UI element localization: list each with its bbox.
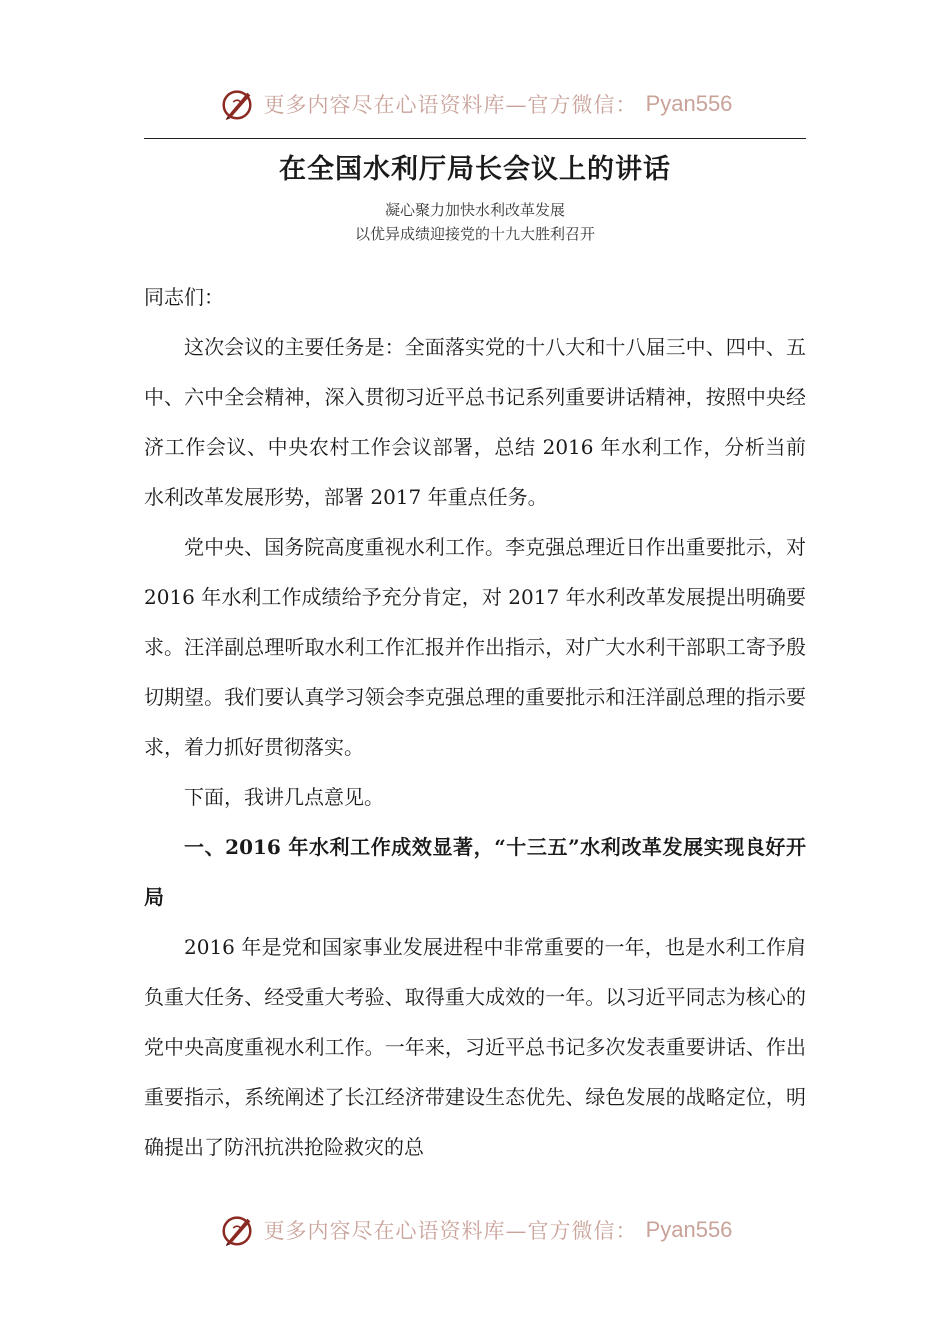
body-paragraph-4: 2016 年是党和国家事业发展进程中非常重要的一年，也是水利工作肩负重大任务、经受重大考验、取得重大成效的一年。以习近平同志为核心的党中央高度重视水利工作。一年来，习近平总书记多次发表重要讲话、作出重要指示，系统阐述了长江经济带建设生态优先、绿色发展的战略定位，明确提出了防汛抗洪抢险救灾的总 <box>144 935 806 1159</box>
header-banner <box>0 82 950 126</box>
header-banner-handle: Pyan556 <box>645 91 733 116</box>
salutation: 同志们： <box>144 285 224 309</box>
section-heading-1: 一、2016 年水利工作成效显著，“十三五”水利改革发展实现良好开局 <box>144 835 806 909</box>
document-subtitle-2: 以优异成绩迎接党的十九大胜利召开 <box>354 225 595 243</box>
header-banner-text: 更多内容尽在心语资料库—官方微信： <box>263 93 638 117</box>
header-rule <box>144 138 806 139</box>
pen-logo-icon <box>218 85 256 123</box>
document-body <box>144 272 806 1172</box>
body-paragraph-3: 下面，我讲几点意见。 <box>184 785 384 809</box>
footer-banner-handle: Pyan556 <box>645 1217 733 1242</box>
footer-banner-text: 更多内容尽在心语资料库—官方微信： <box>263 1219 638 1243</box>
document-subtitle-1: 凝心聚力加快水利改革发展 <box>384 201 565 219</box>
footer-banner <box>0 1208 950 1252</box>
document-title: 在全国水利厅局长会议上的讲话 <box>279 154 671 185</box>
pen-logo-icon <box>218 1211 256 1249</box>
body-paragraph-1: 这次会议的主要任务是：全面落实党的十八大和十八届三中、四中、五中、六中全会精神，深入贯彻习近平总书记系列重要讲话精神，按照中央经济工作会议、中央农村工作会议部署，总结 2016 年水利工作，分析当前水利改革发展形势，部署 2017 年重点任务。 <box>144 335 806 509</box>
body-paragraph-2: 党中央、国务院高度重视水利工作。李克强总理近日作出重要批示，对 2016 年水利工作成绩给予充分肯定，对 2017 年水利改革发展提出明确要求。汪洋副总理听取水利工作汇报并作出指示，对广大水利干部职工寄予殷切期望。我们要认真学习领会李克强总理的重要批示和汪洋副总理的指示要求，着力抓好贯彻落实。 <box>144 535 806 759</box>
